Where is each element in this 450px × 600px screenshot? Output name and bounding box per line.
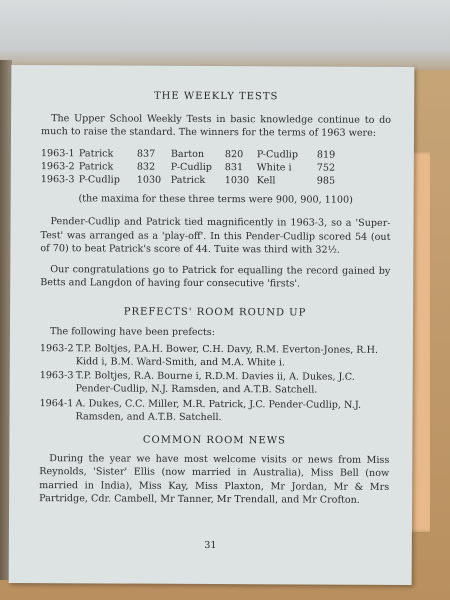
result-second-name: Barton (170, 148, 205, 160)
result-third-score: 819 (316, 149, 336, 161)
prefects-heading: PREFECTS' ROOM ROUND UP (123, 306, 307, 319)
result-term: 1963-1 (40, 147, 75, 159)
result-third-name: Kell (256, 175, 276, 187)
booklet-page (9, 65, 415, 585)
result-third-name: White i (256, 162, 292, 174)
prefect-names: T.P. Boltjes, R.A. Bourne i, R.D.M. Davies ii, A. Dukes, J.C. Pender-Cudlip, N.J. Ramsden, and A.T.B. Satchell. (75, 370, 355, 397)
result-third-name: P-Cudlip (256, 148, 299, 161)
common-room-paragraph: During the year we have most welcome visits or news from Miss Reynolds, 'Sister' Ellis (now married in Australia), Miss Bell (now married in India), Miss Kay, Miss Plaxton, Mr Jordan, Mr & Mrs Partridge, Cdr. Cambell, Mr Tanner, Mr Trendall, and Mr Crofton. (39, 453, 390, 506)
result-first-name: Patrick (78, 147, 114, 160)
page-content (39, 89, 391, 507)
result-third-score: 752 (316, 162, 336, 174)
prefect-names: A. Dukes, C.C. Miller, M.R. Patrick, J.C. Pender-Cudlip, N.J. Ramsden, and A.T.B. Satchell. (75, 397, 362, 423)
prefect-term-entry (39, 397, 389, 425)
prefects-list (39, 342, 389, 425)
weekly-tests-heading: THE WEEKLY TESTS (153, 90, 279, 103)
prefect-term-entry (40, 369, 390, 397)
page-number: 31 (204, 539, 217, 552)
background-surface (0, 0, 450, 70)
result-first-name: P-Cudlip (78, 174, 120, 186)
supertest-paragraph: Pender-Cudlip and Patrick tied magnificently in 1963-3, so a 'Super-Test' was arranged as a 'play-off'. In this Pender-Cudlip scored 54 (out of 70) to beat Patrick's score of 44. Tuite was third with 32½. (40, 216, 391, 256)
result-term: 1963-2 (40, 160, 75, 173)
prefect-term: 1963-3 (39, 370, 74, 382)
prefect-term: 1963-2 (39, 342, 74, 355)
prefect-term-entry (40, 342, 390, 370)
result-second-name: P-Cudlip (170, 161, 212, 173)
result-term: 1963-3 (40, 174, 75, 186)
weekly-tests-intro: The Upper School Weekly Tests in basic knowledge continue to do much to raise the standard. The winners for the terms of 1963 were: (40, 113, 392, 140)
prefect-term: 1964-1 (39, 397, 74, 409)
results-row (41, 173, 391, 188)
result-third-score: 985 (316, 175, 336, 187)
common-room-heading: COMMON ROOM NEWS (142, 434, 286, 447)
result-first-name: Patrick (78, 161, 114, 173)
maxima-note: (the maxima for these three terms were 900, 900, 1100) (78, 193, 353, 206)
congratulations-paragraph: Our congratulations go to Patrick for equalling the record gained by Betts and Langdon of having four consecutive 'firsts'. (40, 264, 391, 290)
results-table (41, 147, 391, 188)
result-second-score: 1030 (224, 175, 250, 187)
result-first-score: 1030 (136, 174, 162, 186)
result-first-score: 832 (136, 161, 156, 173)
result-first-score: 837 (136, 148, 156, 160)
result-second-score: 831 (224, 161, 244, 173)
result-second-score: 820 (224, 148, 244, 160)
prefects-intro: The following have been prefects: (49, 325, 215, 338)
result-second-name: Patrick (170, 174, 206, 186)
prefect-names: T.P. Boltjes, P.A.H. Bower, C.H. Davy, R.M. Everton-Jones, R.H. Kidd i, B.M. Ward-Smith, and M.A. White i. (75, 343, 379, 369)
